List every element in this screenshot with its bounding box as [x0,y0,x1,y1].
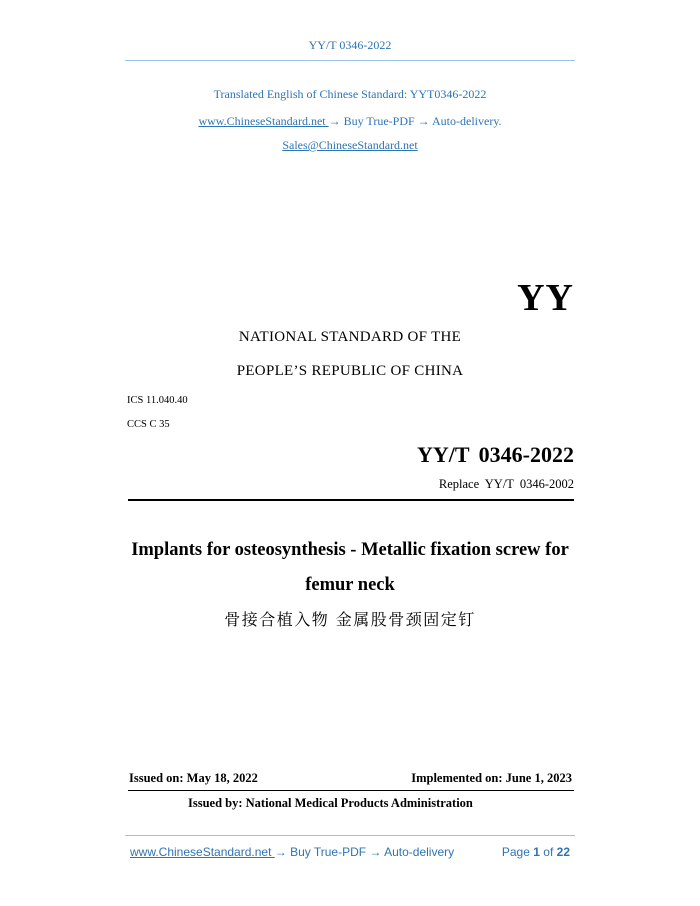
national-standard-line2: PEOPLE’S REPUBLIC OF CHINA [236,363,464,379]
document-title-line1: Implants for osteosynthesis - Metallic fixation screw for [131,540,569,560]
page-of: of [543,845,554,859]
national-standard-line1: NATIONAL STANDARD OF THE [238,329,462,345]
category-mark: YY [517,277,574,319]
ccs-code: CCS C 35 [127,419,170,430]
promo-buy-line [0,114,700,129]
document-title-line2: femur neck [305,575,395,595]
standard-divider [128,499,574,501]
footer-promo [130,845,454,859]
running-header-title: YY/T 0346-2022 [308,38,392,52]
issued-on-date: Issued on: May 18, 2022 [129,771,258,785]
footer-divider [125,835,575,836]
translated-notice: Translated English of Chinese Standard: YYT0346-2022 [213,87,487,101]
ics-code: ICS 11.040.40 [127,395,188,406]
header-divider [125,60,575,61]
page-word: Page [501,845,530,859]
page-indicator [502,845,570,859]
page-current: 1 [533,845,540,859]
issuing-authority: Issued by: National Medical Products Administration [188,796,473,810]
sales-email-link[interactable]: Sales@ChineseStandard.net [282,138,418,152]
footer-website-link[interactable]: www.ChineseStandard.net [130,845,275,859]
document-title-chinese: 骨接合植入物 金属股骨颈固定钉 [224,610,476,629]
issue-divider [128,790,574,791]
implemented-on-date: Implemented on: June 1, 2023 [411,771,572,785]
footer-buy-text: → Buy True-PDF → Auto-delivery [274,845,455,859]
buy-text: → Buy True-PDF → Auto-delivery. [328,114,502,128]
website-link[interactable]: www.ChineseStandard.net [198,114,329,128]
replace-note: Replace YY/T 0346-2002 [438,477,574,491]
standard-number: YY/T 0346-2022 [417,442,574,467]
page-total: 22 [556,845,570,859]
